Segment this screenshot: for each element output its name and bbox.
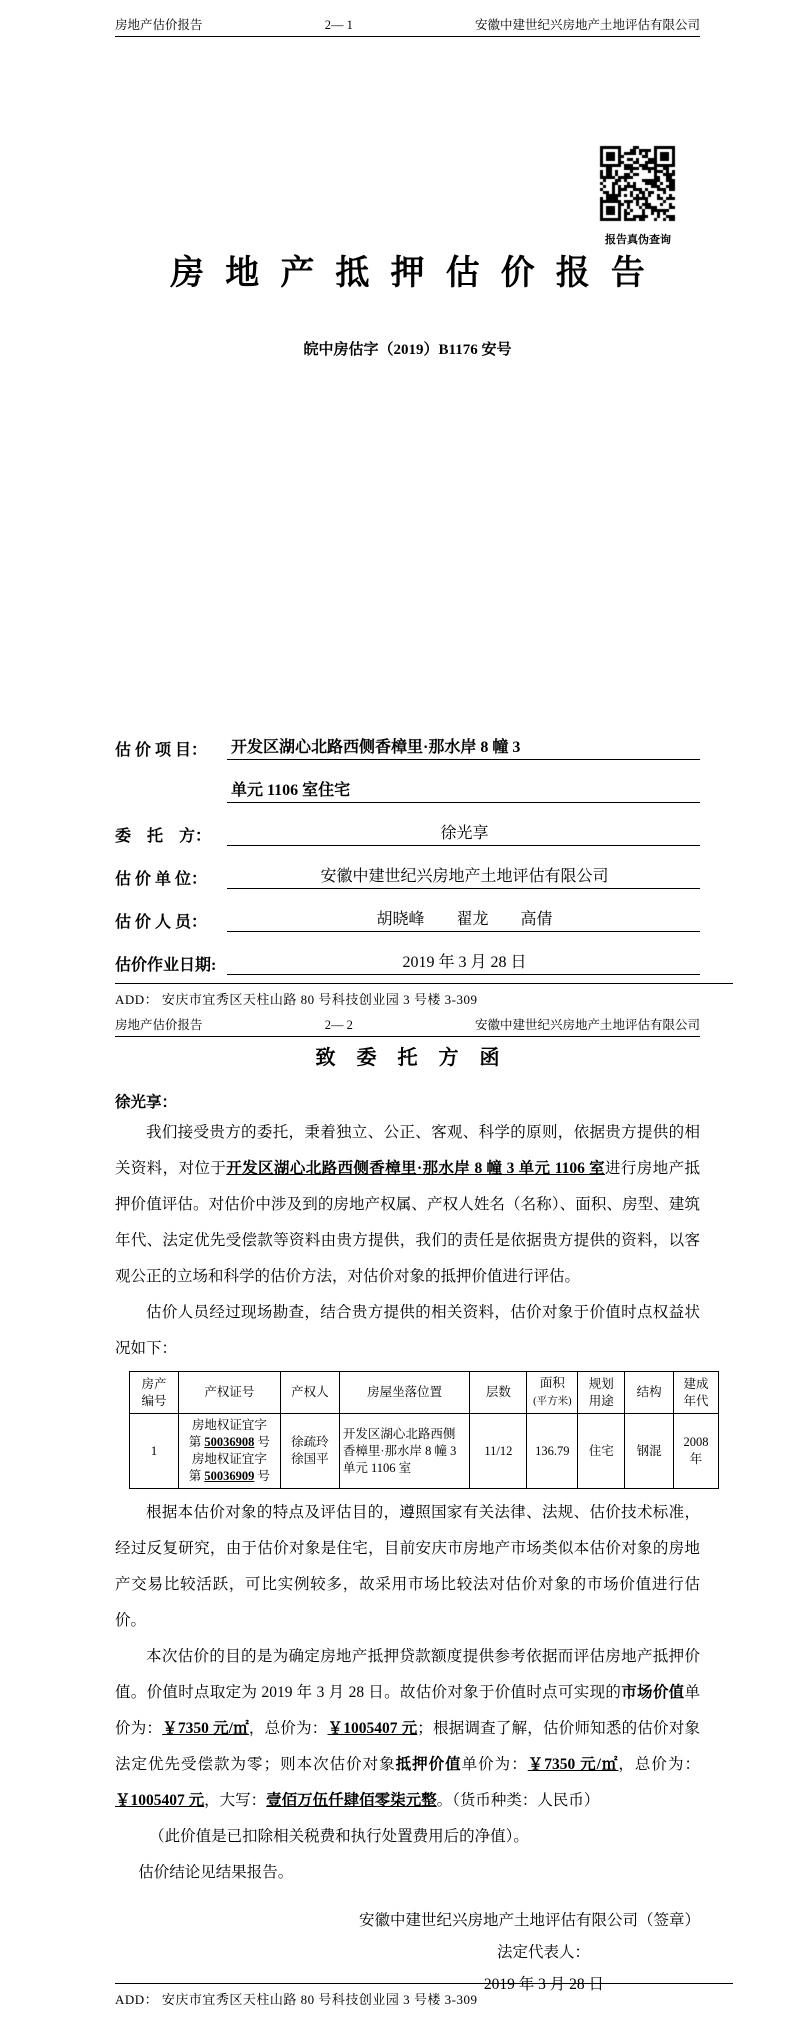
header-report-title: 房地产估价报告 [115, 1018, 203, 1032]
header-page-number: 2— 1 [324, 18, 353, 32]
field-client [115, 803, 700, 846]
field-project-value2: 单元 1106 室住宅 [227, 777, 700, 803]
field-agency-label: 估 价 单 位： [115, 871, 208, 888]
field-agency [115, 846, 700, 889]
table-header-row [130, 1372, 719, 1414]
table-row [130, 1414, 719, 1489]
col-cert-no: 产权证号 [178, 1372, 280, 1414]
cell-location: 开发区湖心北路西侧香樟里·那水岸 8 幢 3 单元 1106 室 [339, 1414, 469, 1489]
field-work-date [115, 932, 700, 975]
cell-planned-use: 住宅 [578, 1414, 625, 1489]
document-number: 皖中房估字（2019）B1176 安号 [303, 342, 512, 358]
page1-footer [115, 983, 733, 1008]
signature-legal-rep: 法定代表人： [496, 1944, 590, 1961]
cell-area: 136.79 [527, 1414, 578, 1489]
cell-floors: 11/12 [470, 1414, 527, 1489]
header-report-title: 房地产估价报告 [115, 18, 203, 32]
field-project-line2 [115, 760, 700, 803]
paragraph-net-value-note: （此价值是已扣除相关税费和执行处置费用后的净值）。 [149, 1828, 529, 1845]
col-property-no: 房产 编号 [130, 1372, 179, 1414]
field-project-value: 开发区湖心北路西侧香樟里·那水岸 8 幢 3 [227, 734, 700, 760]
letter-title: 致委托方函 [315, 1047, 521, 1069]
col-location: 房屋坐落位置 [339, 1372, 469, 1414]
cell-year-built: 2008 年 [674, 1414, 719, 1489]
cell-property-no: 1 [130, 1414, 179, 1489]
field-appraisers [115, 889, 700, 932]
field-project-label: 估 价 项 目： [115, 742, 208, 759]
paragraph-method: 根据本估价对象的特点及评估目的，遵照国家有关法律、法规、估价技术标准，经过反复研究，由于估价对象是住宅，目前安庆市房地产市场类似本估价对象的房地产交易比较活跃，可比实例较多，故采用市场比较法对估价对象的市场价值进行估价。 [115, 1504, 700, 1629]
field-work-date-value: 2019 年 3 月 28 日 [227, 949, 700, 975]
header-page-number: 2— 2 [324, 1018, 353, 1032]
col-planned-use: 规划 用途 [578, 1372, 625, 1414]
header-company-name: 安徽中建世纪兴房地产土地评估有限公司 [474, 18, 700, 32]
field-agency-value: 安徽中建世纪兴房地产土地评估有限公司 [227, 863, 700, 889]
header-company-name: 安徽中建世纪兴房地产土地评估有限公司 [474, 1018, 700, 1032]
field-client-value: 徐光享 [227, 820, 700, 846]
salutation: 徐光享： [115, 1094, 178, 1111]
property-table [129, 1371, 719, 1489]
signature-date: 2019 年 3 月 28 日 [483, 1976, 604, 1993]
page1-header [115, 0, 700, 37]
cell-cert-no: 房地权证宜字 第 50036908 号 房地权证宜字 第 50036909 号 [178, 1414, 280, 1489]
footer-address: ADD： 安庆市宜秀区天柱山路 80 号科技创业园 3 号楼 3-309 [115, 992, 478, 1007]
page2-header [115, 1010, 700, 1037]
paragraph-conclusion: 估价结论见结果报告。 [138, 1864, 294, 1881]
field-work-date-label: 估价作业日期: [115, 957, 217, 974]
col-area: 面积 (平方米) [527, 1372, 578, 1414]
cell-owner: 徐疏玲 徐国平 [280, 1414, 339, 1489]
cover-fields [115, 717, 700, 975]
page2-footer [115, 1983, 733, 2008]
col-owner: 产权人 [280, 1372, 339, 1414]
qr-verification [597, 145, 679, 247]
footer-address: ADD： 安庆市宜秀区天柱山路 80 号科技创业园 3 号楼 3-309 [115, 1992, 478, 2007]
cell-structure: 钢混 [625, 1414, 674, 1489]
field-client-label: 委 托 方： [115, 828, 212, 845]
paragraph-inspection: 估价人员经过现场勘查，结合贵方提供的相关资料，估价对象于价值时点权益状况如下： [115, 1304, 700, 1357]
col-structure: 结构 [625, 1372, 674, 1414]
field-appraisers-label: 估 价 人 员： [115, 914, 208, 931]
col-floors: 层数 [470, 1372, 527, 1414]
field-project [115, 717, 700, 760]
qr-code-icon [599, 145, 677, 223]
field-appraisers-value: 胡晓峰 翟龙 高倩 [227, 906, 700, 932]
report-title: 房地产抵押估价报告 [170, 255, 666, 292]
col-year-built: 建成 年代 [674, 1372, 719, 1414]
signature-company: 安徽中建世纪兴房地产土地评估有限公司（签章） [358, 1912, 700, 1929]
paragraph-commission: 我们接受贵方的委托，秉着独立、公正、客观、科学的原则，依据贵方提供的相关资料，对位于开发区湖心北路西侧香樟里·那水岸 8 幢 3 单元 1106 室进行房地产抵押价值评估。对估价中涉及到的房地产权属、产权人姓名（名称）、面积、房型、建筑年代、法定优先受偿款等资料由贵方提供，我们的责任是依据贵方提供的资料，以客观公正的立场和科学的估价方法，对估价对象的抵押价值进行评估。 [115, 1124, 700, 1285]
page-1 [0, 0, 793, 1010]
qr-caption: 报告真伪查询 [605, 234, 671, 246]
paragraph-valuation: 本次估价的目的是为确定房地产抵押贷款额度提供参考依据而评估房地产抵押价值。价值时点取定为 2019 年 3 月 28 日。故估价对象于价值时点可实现的市场价值单价为：￥7350 元/㎡，总价为：￥1005407 元；根据调查了解，估价师知悉的估价对象法定优先受偿款为零；则本次估价对象抵押价值单价为：￥7350 元/㎡，总价为：￥1005407 元，大写：壹佰万伍仟肆佰零柒元整。（货币种类：人民币） [115, 1648, 700, 1809]
page-2 [0, 1010, 793, 2022]
